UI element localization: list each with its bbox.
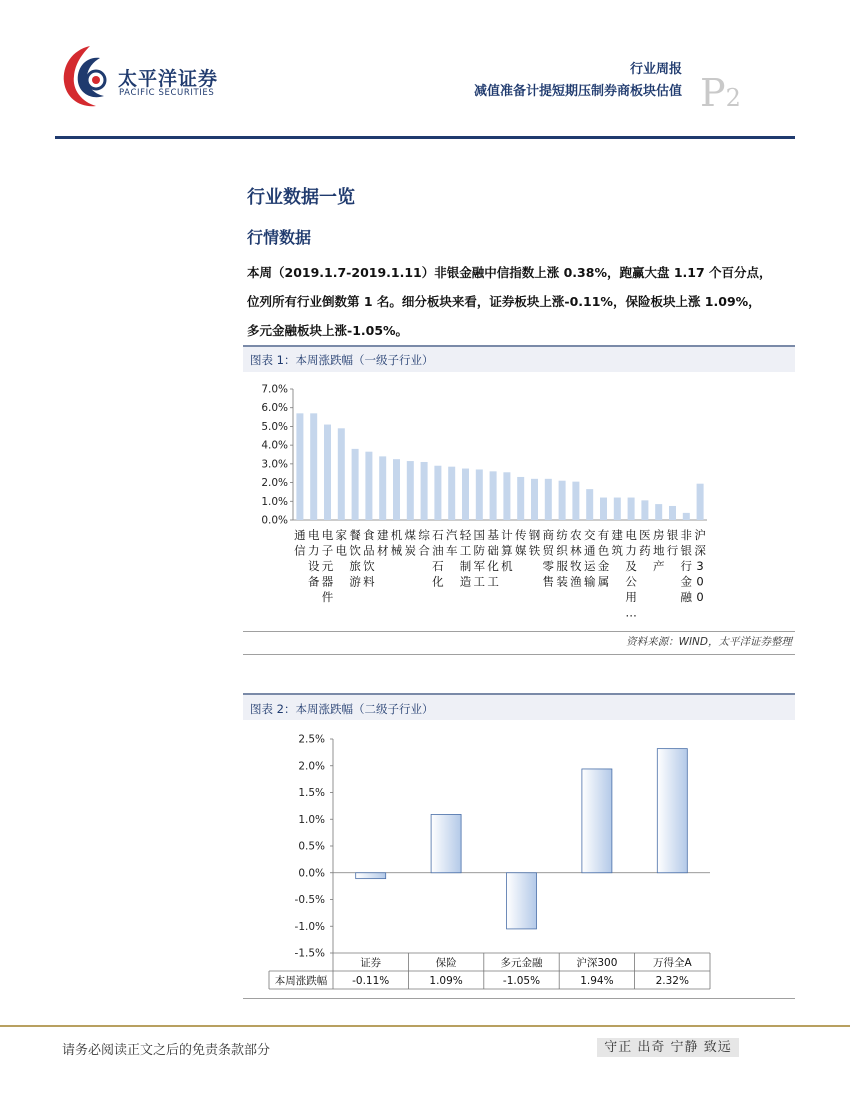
y-tick-label: 0.0% xyxy=(261,514,288,527)
x-tick-label: 0 xyxy=(696,590,704,604)
x-tick-label: 行 xyxy=(680,559,693,573)
report-type: 行业周报 xyxy=(629,62,682,77)
x-tick-label: 力 xyxy=(307,543,320,558)
footer-disclaimer: 请务必阅读正文之后的免责条款部分 xyxy=(62,1043,271,1058)
x-tick-label: 造 xyxy=(459,574,472,589)
bar xyxy=(582,769,612,873)
x-tick-label: 通 xyxy=(294,528,306,542)
x-tick-label: 合 xyxy=(418,543,430,558)
y-tick-label: 2.5% xyxy=(298,733,325,746)
bar xyxy=(655,504,662,520)
series-label: 本周涨跌幅 xyxy=(274,975,328,987)
x-tick-label: 军 xyxy=(473,559,486,573)
x-tick-label: 器 xyxy=(321,574,334,589)
page-number xyxy=(700,73,741,118)
bar xyxy=(352,449,359,520)
x-tick-label: 力 xyxy=(625,543,637,558)
x-tick-label: 牧 xyxy=(570,559,582,573)
x-tick-label: 化 xyxy=(487,559,499,573)
x-tick-label: 元 xyxy=(321,559,334,573)
y-tick-label: 4.0% xyxy=(261,439,288,452)
figure2-bar-chart xyxy=(243,728,795,994)
x-tick-label: 餐 xyxy=(349,528,361,542)
bar xyxy=(393,459,400,520)
x-tick-label: 子 xyxy=(321,543,334,558)
value-cell: -1.05% xyxy=(502,975,541,987)
x-tick-label: 传 xyxy=(514,528,527,542)
x-tick-label: 通 xyxy=(583,543,596,558)
x-tick-label: 交 xyxy=(583,528,596,542)
x-tick-label: 械 xyxy=(390,543,403,558)
section-title: 行业数据一览 xyxy=(247,187,355,208)
x-tick-label: 深 xyxy=(694,543,706,558)
x-tick-label: 油 xyxy=(432,543,444,558)
y-tick-label: -1.0% xyxy=(294,920,325,933)
bar xyxy=(296,413,303,520)
x-tick-label: 饮 xyxy=(363,559,375,573)
bar xyxy=(586,489,593,520)
summary-paragraph xyxy=(247,258,795,345)
x-tick-label: 钢 xyxy=(528,528,541,542)
footer-divider xyxy=(0,1025,850,1027)
x-tick-label: 金 xyxy=(680,574,693,589)
x-tick-label: 化 xyxy=(432,574,444,589)
y-tick-label: 0.0% xyxy=(298,867,325,880)
x-tick-label: 石 xyxy=(432,528,444,542)
x-tick-label: 石 xyxy=(432,559,444,573)
x-tick-label: 地 xyxy=(652,543,665,558)
x-tick-label: 轻 xyxy=(459,528,472,542)
x-tick-label: 备 xyxy=(307,574,320,589)
x-tick-label: 炭 xyxy=(404,543,417,558)
x-tick-label: 建 xyxy=(611,528,624,542)
logo-cn-name: 太平洋证券 xyxy=(118,68,219,90)
x-tick-label: 房 xyxy=(652,528,665,542)
category-label: 万得全A xyxy=(652,957,692,969)
x-tick-label: 运 xyxy=(583,559,596,573)
y-tick-label: 1.5% xyxy=(298,787,325,799)
y-tick-label: 6.0% xyxy=(261,402,288,415)
x-tick-label: 煤 xyxy=(404,528,417,542)
category-label: 保险 xyxy=(435,957,457,969)
bar xyxy=(503,472,510,520)
bar xyxy=(531,479,538,520)
x-tick-label: 渔 xyxy=(570,574,582,589)
x-tick-label: 品 xyxy=(363,543,375,558)
y-tick-label: 2.0% xyxy=(261,477,288,490)
x-tick-label: 电 xyxy=(307,528,320,542)
x-tick-label: 综 xyxy=(418,528,430,542)
figure1-bar-chart xyxy=(243,378,795,628)
x-tick-label: 色 xyxy=(597,543,610,558)
x-tick-label: 工 xyxy=(473,574,486,589)
x-tick-label: 产 xyxy=(652,559,665,573)
x-tick-label: 林 xyxy=(570,543,582,558)
x-tick-label: 行 xyxy=(666,543,679,558)
x-tick-label: 电 xyxy=(625,528,637,542)
x-tick-label: 及 xyxy=(625,559,637,573)
x-tick-label: 商 xyxy=(542,528,555,542)
x-tick-label: 设 xyxy=(307,559,320,573)
x-tick-label: 工 xyxy=(459,543,472,558)
bar xyxy=(448,467,455,520)
category-label: 沪深300 xyxy=(576,957,618,969)
x-tick-label: 计 xyxy=(501,528,513,542)
x-tick-label: 础 xyxy=(487,543,499,558)
x-tick-label: 游 xyxy=(349,574,361,589)
bar xyxy=(641,500,648,520)
x-tick-label: 沪 xyxy=(694,528,706,542)
x-tick-label: 媒 xyxy=(514,543,527,558)
footer-motto: 守正 出奇 宁静 致远 xyxy=(597,1038,739,1057)
y-tick-label: 3.0% xyxy=(261,458,288,471)
bar xyxy=(476,469,483,520)
x-tick-label: 零 xyxy=(542,559,555,573)
y-tick-label: -1.5% xyxy=(294,947,325,960)
figure1-caption: 图表 1：本周涨跌幅（一级子行业） xyxy=(250,353,434,367)
bar xyxy=(697,484,704,520)
x-tick-label: 基 xyxy=(487,528,499,542)
x-tick-label: 饮 xyxy=(349,543,361,558)
y-tick-label: 1.0% xyxy=(298,813,325,826)
x-tick-label: 车 xyxy=(445,543,458,558)
logo-en-name: PACIFIC SECURITIES xyxy=(119,88,215,98)
page-number-letter: P xyxy=(700,71,726,115)
bar xyxy=(669,506,676,520)
x-tick-label: 旅 xyxy=(349,559,361,573)
x-tick-label: 铁 xyxy=(528,543,541,558)
summary-line: 本周（2019.1.7-2019.1.11）非银金融中信指数上涨 0.38%，跑赢大盘 1.17 个百分点， xyxy=(247,265,772,280)
category-label: 证券 xyxy=(360,957,382,969)
x-tick-label: 家 xyxy=(335,528,348,542)
bar xyxy=(356,873,386,879)
bar xyxy=(462,469,469,520)
figure2-caption: 图表 2：本周涨跌幅（二级子行业） xyxy=(250,702,434,716)
summary-line: 多元金融板块上涨-1.05%。 xyxy=(247,323,409,338)
bar xyxy=(572,482,579,520)
x-tick-label: 电 xyxy=(321,528,334,542)
y-tick-label: 1.0% xyxy=(261,495,288,508)
value-cell: 1.09% xyxy=(429,975,463,987)
x-tick-label: 工 xyxy=(487,574,499,589)
x-tick-label: 信 xyxy=(294,543,306,558)
category-label: 多元金融 xyxy=(500,957,543,969)
bar xyxy=(657,749,687,873)
x-tick-label: 用 xyxy=(625,590,637,604)
source-note: 资料来源：WIND，太平洋证券整理 xyxy=(626,636,792,648)
x-tick-label: 有 xyxy=(597,528,610,542)
y-tick-label: 7.0% xyxy=(261,383,288,396)
x-tick-label: 制 xyxy=(459,559,472,573)
x-tick-label: 融 xyxy=(680,590,693,604)
bar xyxy=(434,466,441,520)
figure1-bottom-rule xyxy=(243,631,795,632)
x-tick-label: 银 xyxy=(666,528,679,542)
summary-line: 位列所有行业倒数第 1 名。细分板块来看，证券板块上涨-0.11%，保险板块上涨 1.09%， xyxy=(247,294,761,309)
x-tick-label: 售 xyxy=(542,574,555,589)
bar xyxy=(338,428,345,520)
x-tick-label: 材 xyxy=(376,543,389,558)
x-tick-label: 防 xyxy=(473,543,486,558)
x-tick-label: 件 xyxy=(321,590,334,604)
x-tick-label: 属 xyxy=(597,574,610,589)
x-tick-label: 金 xyxy=(597,559,610,573)
bar xyxy=(324,425,331,520)
x-tick-label: 农 xyxy=(570,528,582,542)
bar xyxy=(365,452,372,520)
x-tick-label: 机 xyxy=(390,528,403,542)
x-tick-label: 食 xyxy=(363,528,375,542)
y-tick-label: 0.5% xyxy=(298,840,325,853)
source-bottom-rule xyxy=(243,654,795,655)
x-tick-label: 银 xyxy=(680,543,693,558)
bar xyxy=(507,873,537,929)
x-tick-label: 机 xyxy=(501,559,513,573)
x-tick-label: … xyxy=(625,605,637,620)
x-tick-label: 电 xyxy=(335,543,348,558)
x-tick-label: 贸 xyxy=(542,543,555,558)
bar xyxy=(490,471,497,520)
bar xyxy=(614,498,621,520)
bar xyxy=(407,461,414,520)
x-tick-label: 汽 xyxy=(445,528,458,542)
report-title: 减值准备计提短期压制券商板块估值 xyxy=(473,84,682,99)
bar xyxy=(683,513,690,520)
y-tick-label: 5.0% xyxy=(261,420,288,433)
x-tick-label: 建 xyxy=(376,528,389,542)
header-divider xyxy=(55,136,795,139)
x-tick-label: 料 xyxy=(363,574,375,589)
x-tick-label: 纺 xyxy=(556,528,568,542)
bar xyxy=(310,413,317,520)
x-tick-label: 服 xyxy=(556,559,568,573)
value-cell: -0.11% xyxy=(352,975,390,987)
bar xyxy=(600,498,607,520)
x-tick-label: 公 xyxy=(625,574,637,589)
bar xyxy=(559,481,566,520)
x-tick-label: 算 xyxy=(501,543,513,558)
x-tick-label: 0 xyxy=(696,574,704,589)
y-tick-label: 2.0% xyxy=(298,760,325,773)
x-tick-label: 织 xyxy=(556,543,568,558)
bar xyxy=(379,456,386,520)
x-tick-label: 非 xyxy=(680,528,693,542)
x-tick-label: 装 xyxy=(556,574,568,589)
x-tick-label: 筑 xyxy=(611,543,624,558)
x-tick-label: 国 xyxy=(473,528,486,542)
x-tick-label: 输 xyxy=(583,574,596,589)
x-tick-label: 医 xyxy=(639,528,651,542)
sub-title: 行情数据 xyxy=(247,228,312,247)
y-tick-label: -0.5% xyxy=(294,894,325,906)
page-number-digit: 2 xyxy=(725,84,741,112)
bar xyxy=(545,479,552,520)
bar xyxy=(628,498,635,520)
value-cell: 2.32% xyxy=(655,975,689,987)
x-tick-label: 3 xyxy=(696,559,704,573)
bar xyxy=(421,462,428,520)
figure2-bottom-rule xyxy=(243,998,795,999)
bar xyxy=(517,477,524,520)
value-cell: 1.94% xyxy=(580,975,614,987)
x-tick-label: 药 xyxy=(639,543,651,558)
bar xyxy=(431,814,461,872)
pacific-securities-logo-icon xyxy=(60,44,116,110)
